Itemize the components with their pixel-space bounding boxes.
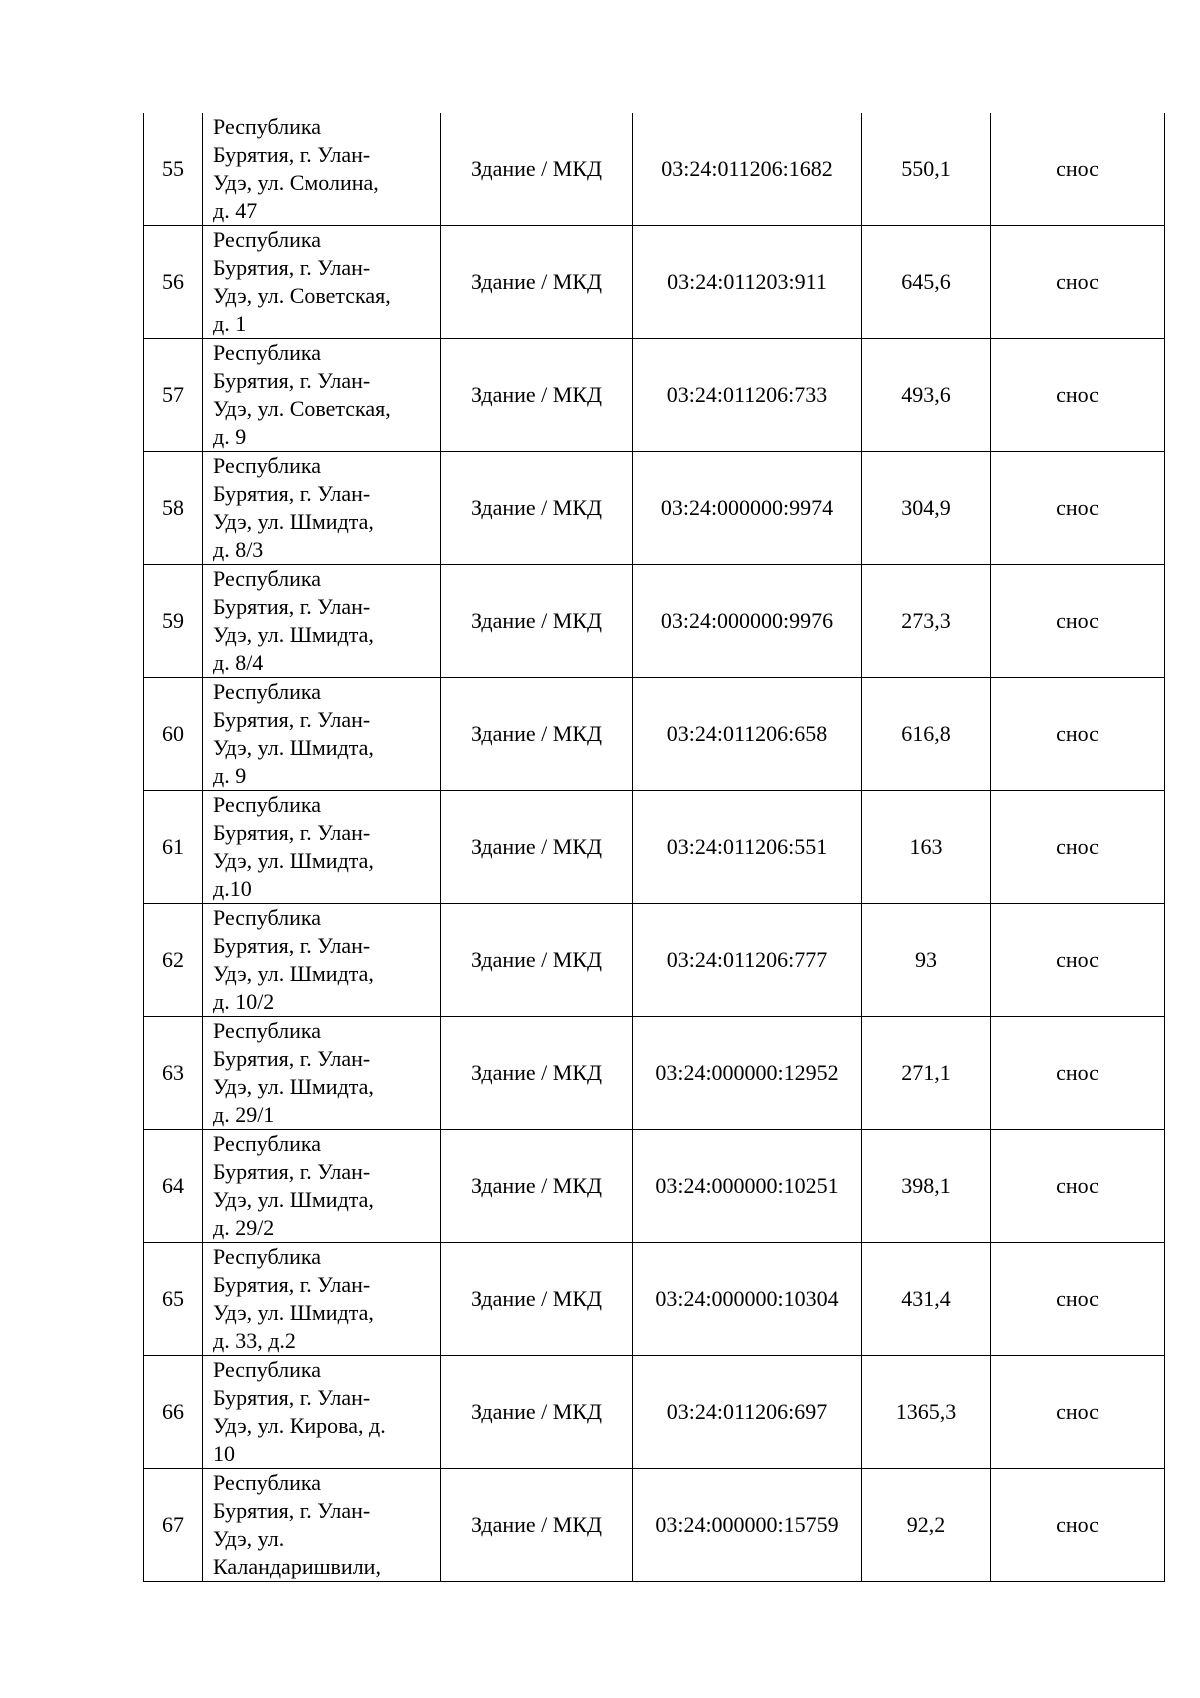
action-cell: снос bbox=[991, 113, 1165, 226]
cadastral-number-cell: 03:24:011206:733 bbox=[633, 339, 862, 452]
row-number: 58 bbox=[144, 452, 203, 565]
cadastral-number-cell: 03:24:000000:15759 bbox=[633, 1469, 862, 1582]
table-row bbox=[144, 1130, 1165, 1243]
address-cell bbox=[203, 1017, 441, 1130]
cadastral-number-cell: 03:24:011203:911 bbox=[633, 226, 862, 339]
address-cell bbox=[203, 565, 441, 678]
address-text: Республика Бурятия, г. Улан- Удэ, ул. Каландаришвили, bbox=[213, 1470, 381, 1579]
row-number: 60 bbox=[144, 678, 203, 791]
object-type-cell: Здание / МКД bbox=[441, 113, 633, 226]
table-row bbox=[144, 791, 1165, 904]
table-row bbox=[144, 678, 1165, 791]
area-cell: 431,4 bbox=[862, 1243, 991, 1356]
action-cell: снос bbox=[991, 678, 1165, 791]
cadastral-number-cell: 03:24:000000:10304 bbox=[633, 1243, 862, 1356]
area-cell: 616,8 bbox=[862, 678, 991, 791]
object-type-cell: Здание / МКД bbox=[441, 1017, 633, 1130]
address-text: Республика Бурятия, г. Улан- Удэ, ул. Кирова, д. 10 bbox=[213, 1357, 386, 1466]
object-type-cell: Здание / МКД bbox=[441, 791, 633, 904]
object-type-cell: Здание / МКД bbox=[441, 904, 633, 1017]
address-text: Республика Бурятия, г. Улан- Удэ, ул. Шмидта, д. 8/3 bbox=[213, 453, 374, 562]
row-number: 66 bbox=[144, 1356, 203, 1469]
table-row bbox=[144, 452, 1165, 565]
address-text: Республика Бурятия, г. Улан- Удэ, ул. Смолина, д. 47 bbox=[213, 114, 379, 223]
address-cell bbox=[203, 904, 441, 1017]
row-number: 64 bbox=[144, 1130, 203, 1243]
area-cell: 398,1 bbox=[862, 1130, 991, 1243]
area-cell: 493,6 bbox=[862, 339, 991, 452]
object-type-cell: Здание / МКД bbox=[441, 1469, 633, 1582]
address-text: Республика Бурятия, г. Улан- Удэ, ул. Шмидта, д. 10/2 bbox=[213, 905, 374, 1014]
action-cell: снос bbox=[991, 1469, 1165, 1582]
address-cell bbox=[203, 791, 441, 904]
row-number: 59 bbox=[144, 565, 203, 678]
action-cell: снос bbox=[991, 1017, 1165, 1130]
area-cell: 93 bbox=[862, 904, 991, 1017]
buildings-table bbox=[143, 113, 1165, 1582]
object-type-cell: Здание / МКД bbox=[441, 565, 633, 678]
row-number: 61 bbox=[144, 791, 203, 904]
address-cell bbox=[203, 113, 441, 226]
object-type-cell: Здание / МКД bbox=[441, 452, 633, 565]
cadastral-number-cell: 03:24:000000:9974 bbox=[633, 452, 862, 565]
table-row bbox=[144, 1356, 1165, 1469]
area-cell: 550,1 bbox=[862, 113, 991, 226]
action-cell: снос bbox=[991, 791, 1165, 904]
address-text: Республика Бурятия, г. Улан- Удэ, ул. Шмидта, д. 29/1 bbox=[213, 1018, 374, 1127]
address-text: Республика Бурятия, г. Улан- Удэ, ул. Шмидта, д. 8/4 bbox=[213, 566, 374, 675]
row-number: 55 bbox=[144, 113, 203, 226]
address-cell bbox=[203, 226, 441, 339]
row-number: 56 bbox=[144, 226, 203, 339]
action-cell: снос bbox=[991, 904, 1165, 1017]
area-cell: 1365,3 bbox=[862, 1356, 991, 1469]
cadastral-number-cell: 03:24:000000:12952 bbox=[633, 1017, 862, 1130]
row-number: 65 bbox=[144, 1243, 203, 1356]
address-cell bbox=[203, 452, 441, 565]
object-type-cell: Здание / МКД bbox=[441, 1130, 633, 1243]
table-row bbox=[144, 1017, 1165, 1130]
area-cell: 273,3 bbox=[862, 565, 991, 678]
cadastral-number-cell: 03:24:000000:9976 bbox=[633, 565, 862, 678]
action-cell: снос bbox=[991, 452, 1165, 565]
object-type-cell: Здание / МКД bbox=[441, 678, 633, 791]
action-cell: снос bbox=[991, 339, 1165, 452]
cadastral-number-cell: 03:24:011206:658 bbox=[633, 678, 862, 791]
address-text: Республика Бурятия, г. Улан- Удэ, ул. Шмидта, д.10 bbox=[213, 792, 374, 901]
table-row bbox=[144, 226, 1165, 339]
action-cell: снос bbox=[991, 565, 1165, 678]
object-type-cell: Здание / МКД bbox=[441, 1356, 633, 1469]
action-cell: снос bbox=[991, 1243, 1165, 1356]
address-cell bbox=[203, 1243, 441, 1356]
table-row bbox=[144, 1469, 1165, 1582]
cadastral-number-cell: 03:24:000000:10251 bbox=[633, 1130, 862, 1243]
cadastral-number-cell: 03:24:011206:777 bbox=[633, 904, 862, 1017]
cadastral-number-cell: 03:24:011206:697 bbox=[633, 1356, 862, 1469]
address-text: Республика Бурятия, г. Улан- Удэ, ул. Советская, д. 1 bbox=[213, 227, 391, 336]
table-row bbox=[144, 1243, 1165, 1356]
action-cell: снос bbox=[991, 1356, 1165, 1469]
address-cell bbox=[203, 1130, 441, 1243]
cadastral-number-cell: 03:24:011206:551 bbox=[633, 791, 862, 904]
object-type-cell: Здание / МКД bbox=[441, 226, 633, 339]
cadastral-number-cell: 03:24:011206:1682 bbox=[633, 113, 862, 226]
address-text: Республика Бурятия, г. Улан- Удэ, ул. Шмидта, д. 29/2 bbox=[213, 1131, 374, 1240]
object-type-cell: Здание / МКД bbox=[441, 339, 633, 452]
object-type-cell: Здание / МКД bbox=[441, 1243, 633, 1356]
address-text: Республика Бурятия, г. Улан- Удэ, ул. Советская, д. 9 bbox=[213, 340, 391, 449]
address-cell bbox=[203, 678, 441, 791]
table-row bbox=[144, 113, 1165, 226]
area-cell: 271,1 bbox=[862, 1017, 991, 1130]
action-cell: снос bbox=[991, 1130, 1165, 1243]
area-cell: 645,6 bbox=[862, 226, 991, 339]
address-text: Республика Бурятия, г. Улан- Удэ, ул. Шмидта, д. 33, д.2 bbox=[213, 1244, 374, 1353]
row-number: 57 bbox=[144, 339, 203, 452]
table-row bbox=[144, 565, 1165, 678]
address-cell bbox=[203, 339, 441, 452]
area-cell: 92,2 bbox=[862, 1469, 991, 1582]
area-cell: 163 bbox=[862, 791, 991, 904]
buildings-table-body bbox=[144, 113, 1165, 1582]
table-row bbox=[144, 904, 1165, 1017]
table-row bbox=[144, 339, 1165, 452]
address-cell bbox=[203, 1469, 441, 1582]
address-cell bbox=[203, 1356, 441, 1469]
row-number: 63 bbox=[144, 1017, 203, 1130]
action-cell: снос bbox=[991, 226, 1165, 339]
address-text: Республика Бурятия, г. Улан- Удэ, ул. Шмидта, д. 9 bbox=[213, 679, 374, 788]
area-cell: 304,9 bbox=[862, 452, 991, 565]
row-number: 62 bbox=[144, 904, 203, 1017]
row-number: 67 bbox=[144, 1469, 203, 1582]
